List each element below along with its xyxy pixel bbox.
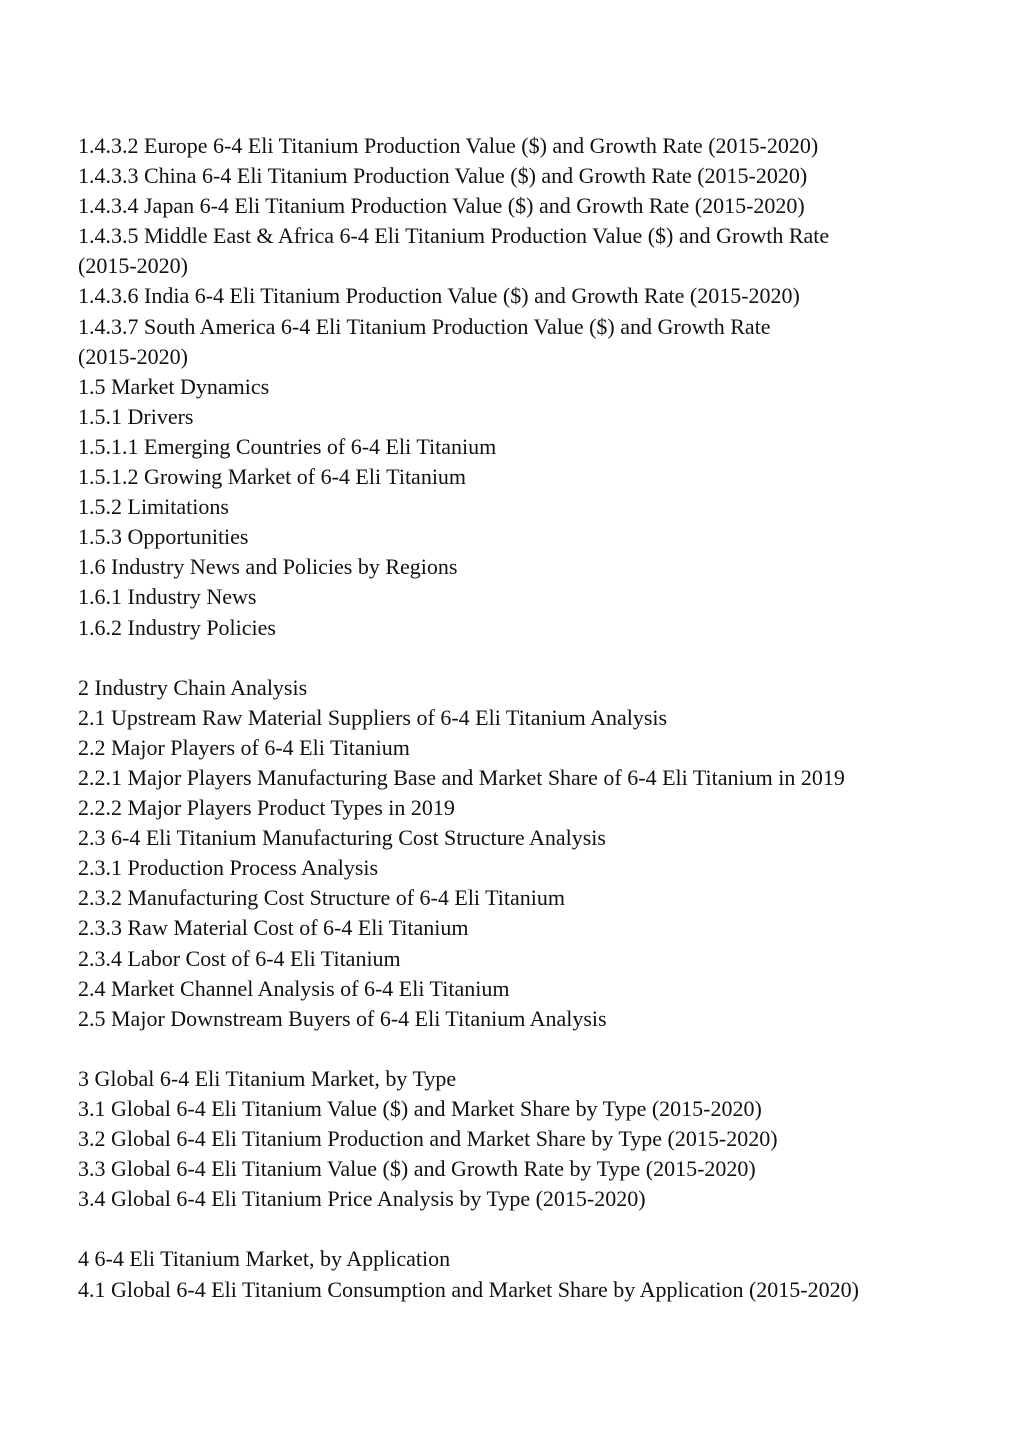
section-heading: 4 6-4 Eli Titanium Market, by Application: [78, 1246, 451, 1272]
toc-line: 1.4.3.6 India 6-4 Eli Titanium Production Value ($) and Growth Rate (2015-2020): [78, 283, 800, 309]
toc-line: 3.4 Global 6-4 Eli Titanium Price Analysis by Type (2015-2020): [78, 1186, 646, 1212]
toc-line: 1.4.3.4 Japan 6-4 Eli Titanium Production Value ($) and Growth Rate (2015-2020): [78, 193, 805, 219]
toc-line: 3.1 Global 6-4 Eli Titanium Value ($) and Market Share by Type (2015-2020): [78, 1096, 762, 1121]
toc-line: 2.3 6-4 Eli Titanium Manufacturing Cost Structure Analysis: [78, 825, 606, 851]
section-spacer: [78, 1034, 978, 1064]
toc-line: 2.3.1 Production Process Analysis: [78, 855, 379, 881]
toc-line: 1.4.3.5 Middle East & Africa 6-4 Eli Titanium Production Value ($) and Growth Rate: [78, 223, 830, 249]
toc-line: 1.4.3.3 China 6-4 Eli Titanium Production Value ($) and Growth Rate (2015-2020): [78, 163, 808, 189]
toc-line: 2.3.2 Manufacturing Cost Structure of 6-4 Eli Titanium: [78, 885, 566, 911]
toc-line: 1.6.2 Industry Policies: [78, 614, 276, 640]
toc-line: 1.5.2 Limitations: [78, 494, 229, 520]
toc-line: 1.5 Market Dynamics: [78, 373, 270, 399]
section-spacer: [78, 1214, 978, 1244]
section-spacer: [78, 643, 978, 673]
toc-line: 3.3 Global 6-4 Eli Titanium Value ($) and Growth Rate by Type (2015-2020): [78, 1156, 756, 1182]
toc-line: 2.5 Major Downstream Buyers of 6-4 Eli Titanium Analysis: [78, 1005, 607, 1031]
toc-line: 2.3.3 Raw Material Cost of 6-4 Eli Titanium: [78, 915, 469, 941]
toc-line: 1.4.3.7 South America 6-4 Eli Titanium Production Value ($) and Growth Rate: [78, 313, 771, 339]
section-heading: 2 Industry Chain Analysis: [78, 674, 308, 700]
toc-line: 2.3.4 Labor Cost of 6-4 Eli Titanium: [78, 945, 401, 971]
toc-line: 2.1 Upstream Raw Material Suppliers of 6-4 Eli Titanium Analysis: [78, 704, 668, 730]
toc-line: 2.4 Market Channel Analysis of 6-4 Eli Titanium: [78, 975, 510, 1001]
toc-line: 4.1 Global 6-4 Eli Titanium Consumption and Market Share by Application (2015-2020): [78, 1276, 859, 1302]
section-heading: 3 Global 6-4 Eli Titanium Market, by Type: [78, 1065, 457, 1091]
toc-line: (2015-2020): [78, 253, 188, 279]
toc-line: 1.5.1.2 Growing Market of 6-4 Eli Titanium: [78, 464, 467, 490]
toc-line: (2015-2020): [78, 343, 188, 369]
toc-line: 1.5.3 Opportunities: [78, 524, 249, 550]
toc-line: 2.2.1 Major Players Manufacturing Base and Market Share of 6-4 Eli Titanium in 2019: [78, 764, 845, 790]
toc-line: 1.5.1 Drivers: [78, 403, 194, 429]
toc-line: 1.5.1.1 Emerging Countries of 6-4 Eli Titanium: [78, 433, 497, 459]
toc-line: 2.2 Major Players of 6-4 Eli Titanium: [78, 734, 410, 760]
document-page: [78, 131, 978, 1305]
toc-line: 1.4.3.2 Europe 6-4 Eli Titanium Production Value ($) and Growth Rate (2015-2020): [78, 133, 819, 158]
toc-line: 1.6.1 Industry News: [78, 584, 257, 610]
toc-line: 1.6 Industry News and Policies by Regions: [78, 554, 458, 580]
toc-line: 2.2.2 Major Players Product Types in 2019: [78, 795, 455, 821]
toc-line: 3.2 Global 6-4 Eli Titanium Production and Market Share by Type (2015-2020): [78, 1126, 778, 1152]
